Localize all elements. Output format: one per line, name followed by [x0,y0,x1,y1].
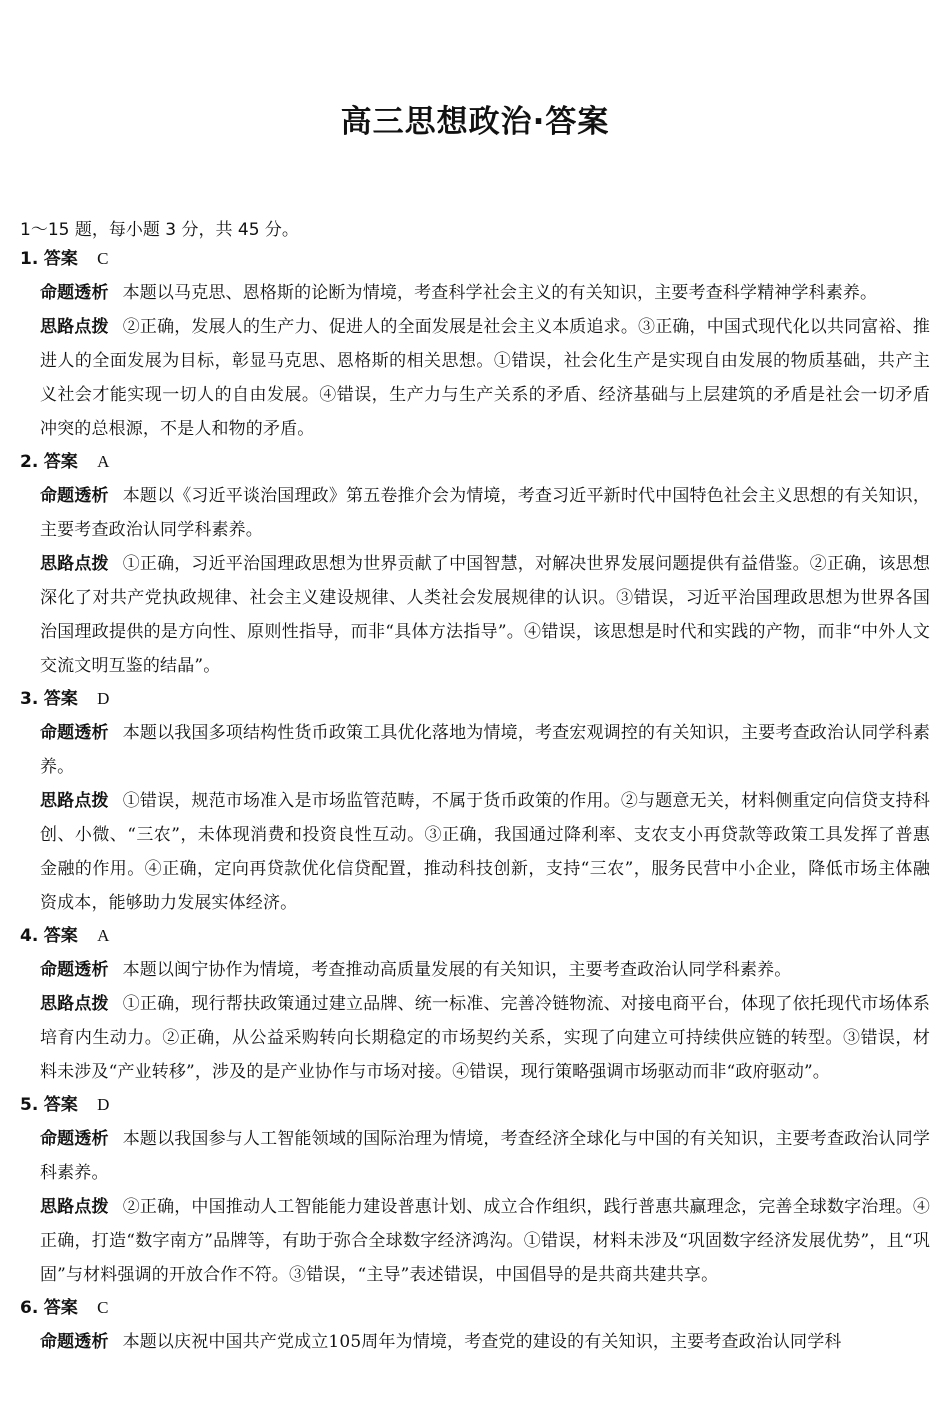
answer-list [20,245,930,1361]
intro-paragraph [40,953,930,987]
question-number: 4. [20,926,39,946]
intro-paragraph [40,276,930,310]
answer-value: C [97,1298,109,1317]
answer-label: 答案 [43,452,78,472]
question-header [20,448,930,476]
analysis-text: ①错误，规范市场准入是市场监管范畴，不属于货币政策的作用。②与题意无关，材料侧重定向信贷支持科创、小微、“三农”，未体现消费和投资良性互动。③正确，我国通过降利率、支农支小再贷款等政策工具发挥了普惠金融的作用。④正确，定向再贷款优化信贷配置，推动科技创新，支持“三农”，服务民营中小企业，降低市场主体融资成本，能够助力发展实体经济。 [40,791,930,913]
question-number: 1. [20,249,39,269]
answer-value: A [97,452,110,471]
intro-label: 命题透析 [40,283,109,303]
intro-label: 命题透析 [40,1332,109,1352]
answer-label: 答案 [43,1095,78,1115]
answer-label: 答案 [43,1298,78,1318]
analysis-label: 思路点拨 [40,554,109,574]
intro-label: 命题透析 [40,1129,109,1149]
question-number: 5. [20,1095,39,1115]
question-item [20,448,930,683]
intro-label: 命题透析 [40,960,109,980]
analysis-label: 思路点拨 [40,791,109,811]
analysis-label: 思路点拨 [40,317,109,337]
answer-value: D [97,1095,110,1114]
intro-text: 本题以庆祝中国共产党成立105周年为情境，考查党的建设的有关知识，主要考查政治认同学科 [122,1332,842,1352]
analysis-paragraph [40,784,930,920]
question-number: 2. [20,452,39,472]
question-header [20,1294,930,1322]
intro-text: 本题以我国参与人工智能领域的国际治理为情境，考查经济全球化与中国的有关知识，主要考查政治认同学科素养。 [40,1129,930,1183]
question-item [20,685,930,920]
intro-text: 本题以我国多项结构性货币政策工具优化落地为情境，考查宏观调控的有关知识，主要考查政治认同学科素养。 [40,723,930,777]
question-header [20,685,930,713]
question-item [20,1091,930,1292]
analysis-paragraph [40,310,930,446]
intro-text: 本题以闽宁协作为情境，考查推动高质量发展的有关知识，主要考查政治认同学科素养。 [122,960,792,980]
answer-label: 答案 [43,689,78,709]
analysis-text: ②正确，发展人的生产力、促进人的全面发展是社会主义本质追求。③正确，中国式现代化以共同富裕、推进人的全面发展为目标，彰显马克思、恩格斯的相关思想。①错误，社会化生产是实现自由发展的物质基础，共产主义社会才能实现一切人的自由发展。④错误，生产力与生产关系的矛盾、经济基础与上层建筑的矛盾是社会一切矛盾冲突的总根源，不是人和物的矛盾。 [40,317,930,439]
question-header [20,1091,930,1119]
intro-label: 命题透析 [40,723,109,743]
analysis-paragraph [40,547,930,683]
answer-label: 答案 [43,249,78,269]
intro-paragraph [40,716,930,784]
score-instruction: 1～15 题，每小题 3 分，共 45 分。 [20,220,299,240]
question-item [20,922,930,1089]
intro-paragraph [40,479,930,547]
question-number: 3. [20,689,39,709]
intro-paragraph [40,1325,930,1359]
question-header [20,245,930,273]
analysis-text: ①正确，习近平治国理政思想为世界贡献了中国智慧，对解决世界发展问题提供有益借鉴。②正确，该思想深化了对共产党执政规律、社会主义建设规律、人类社会发展规律的认识。③错误，习近平治国理政思想为世界各国治国理政提供的是方向性、原则性指导，而非“具体方法指导”。④错误，该思想是时代和实践的产物，而非“中外人文交流文明互鉴的结晶”。 [40,554,930,676]
question-header [20,922,930,950]
analysis-text: ①正确，现行帮扶政策通过建立品牌、统一标准、完善冷链物流、对接电商平台，体现了依托现代市场体系培育内生动力。②正确，从公益采购转向长期稳定的市场契约关系，实现了向建立可持续供应链的转型。③错误，材料未涉及“产业转移”，涉及的是产业协作与市场对接。④错误，现行策略强调市场驱动而非“政府驱动”。 [40,994,930,1082]
answer-value: A [97,926,110,945]
intro-text: 本题以《习近平谈治国理政》第五卷推介会为情境，考查习近平新时代中国特色社会主义思想的有关知识，主要考查政治认同学科素养。 [40,486,930,540]
analysis-label: 思路点拨 [40,994,109,1014]
intro-paragraph [40,1122,930,1190]
answer-value: C [97,249,109,268]
answer-label: 答案 [43,926,78,946]
answer-value: D [97,689,110,708]
page-title: 高三思想政治·答案 [340,104,610,140]
question-item [20,1294,930,1359]
analysis-paragraph [40,1190,930,1292]
intro-label: 命题透析 [40,486,109,506]
question-item [20,245,930,446]
question-number: 6. [20,1298,39,1318]
analysis-label: 思路点拨 [40,1197,109,1217]
intro-text: 本题以马克思、恩格斯的论断为情境，考查科学社会主义的有关知识，主要考查科学精神学科素养。 [122,283,878,303]
analysis-text: ②正确，中国推动人工智能能力建设普惠计划、成立合作组织，践行普惠共赢理念，完善全球数字治理。④正确，打造“数字南方”品牌等，有助于弥合全球数字经济鸿沟。①错误，材料未涉及“巩固数字经济发展优势”，且“巩固”与材料强调的开放合作不符。③错误，“主导”表述错误，中国倡导的是共商共建共享。 [40,1197,930,1285]
analysis-paragraph [40,987,930,1089]
